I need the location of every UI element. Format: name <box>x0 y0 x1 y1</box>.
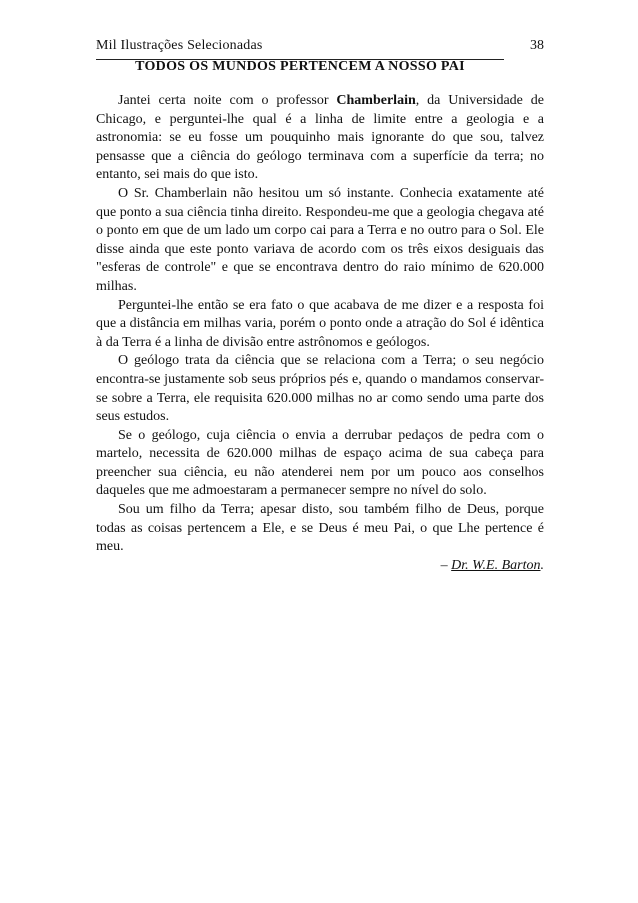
paragraph-6: Sou um filho da Terra; apesar disto, sou também filho de Deus, porque todas as coisas pertencem a Ele, e se Deus é meu Pai, o que Lhe pertence é meu. <box>96 502 544 555</box>
paragraph-3: Perguntei-lhe então se era fato o que acabava de me dizer e a resposta foi que a distância em milhas varia, porém o ponto onde a atração do Sol é idêntica à da Terra é a linha de divisão entre astrônomos e geólogos. <box>96 297 544 350</box>
paragraph-4: O geólogo trata da ciência que se relaciona com a Terra; o seu negócio encontra-se justamente sob seus próprios pés e, quando o mandamos conservar-se sobre a Terra, ele requisita 620.000 milhas no ar como sendo uma parte dos seus estudos. <box>96 353 544 425</box>
professor-name: Chamberlain <box>336 93 416 108</box>
article-title <box>96 59 544 75</box>
book-title: Mil Ilustrações Selecionadas <box>96 38 263 53</box>
signature-author: Dr. W.E. Barton <box>451 557 541 573</box>
paragraph-5: Se o geólogo, cuja ciência o envia a derrubar pedaços de pedra com o martelo, necessita de 620.000 milhas de espaço acima de sua cabeça para preencher sua ciência, eu não atenderei nem por um pouco aos conselhos daqueles que me admoestaram a permanecer sempre no nível do solo. <box>96 427 544 499</box>
article-title-text: TODOS OS MUNDOS PERTENCEM A NOSSO PAI <box>135 59 465 74</box>
paragraph-2: O Sr. Chamberlain não hesitou um só instante. Conhecia exatamente até que ponto a sua ciência tinha direito. Respondeu-me que a geologia chegava até o ponto em que de um lado um corpo cai para a Terra e no outro para o Sol. Ele disse ainda que este ponto variava de acordo com os três eixos desiguais das "esferas de controle" e que se encontrava dentro do raio mínimo de 620.000 milhas. <box>96 185 544 294</box>
paragraph-1-end: , da Universidade de Chicago, e perguntei-lhe qual é a linha de limite entre a geologia e a astronomia: se eu fosse um pouquinho mais ignorante do que sou, talvez pensasse que a ciência do geólogo terminava com a superfície da terra; no entanto, sei mais do que isto. <box>96 93 544 183</box>
paragraph-1-start: Jantei certa noite com o professor <box>118 93 337 108</box>
article-body <box>96 92 544 575</box>
running-header <box>96 38 544 58</box>
page-number: 38 <box>530 38 544 53</box>
signature-dash: – <box>440 557 452 573</box>
signature <box>96 557 544 576</box>
signature-end: . <box>540 557 544 573</box>
paragraph-1 <box>96 92 544 185</box>
